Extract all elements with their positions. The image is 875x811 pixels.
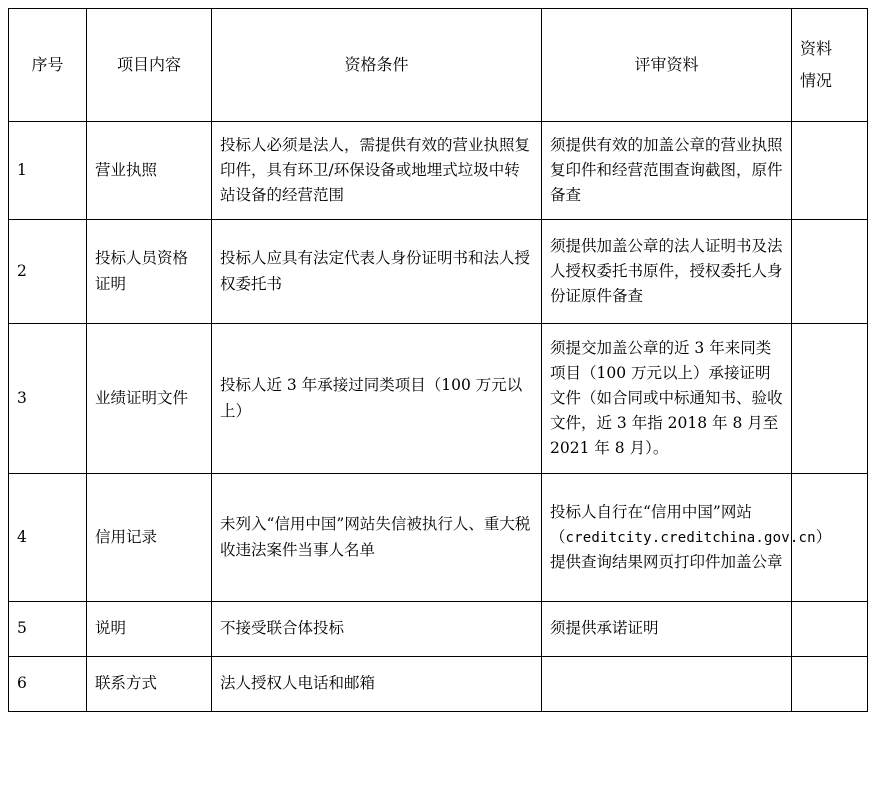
row-condition: 投标人必须是法人，需提供有效的营业执照复印件，具有环卫/环保设备或地埋式垃圾中转站设备的经营范围 [212,122,542,220]
header-cell-status [792,9,868,122]
header-cell-condition: 资格条件 [212,9,542,122]
material-prefix: 投标人自行在“信用中国”网站（ [550,502,752,546]
row-material: 须提供加盖公章的法人证明书及法人授权委托书原件，授权委托人身份证原件备查 [542,220,792,324]
table-row [9,474,868,602]
row-number: 2 [9,220,87,324]
row-item: 业绩证明文件 [87,324,212,474]
row-number: 5 [9,602,87,657]
row-number: 4 [9,474,87,602]
row-status [792,220,868,324]
material-suffix: ）提供查询结果网页打印件加盖公章 [550,527,832,572]
row-status [792,657,868,712]
header-cell-item: 项目内容 [87,9,212,122]
row-material: 须提交加盖公章的近 3 年来同类项目（100 万元以上）承接证明文件（如合同或中标通知书、验收文件，近 3 年指 2018 年 8 月至 2021 年 8 月）。 [542,324,792,474]
row-material: 须提供承诺证明 [542,602,792,657]
row-item: 营业执照 [87,122,212,220]
table-row [9,602,868,657]
row-condition: 不接受联合体投标 [212,602,542,657]
header-cell-material: 评审资料 [542,9,792,122]
table-header-row [9,9,868,122]
row-status [792,602,868,657]
row-condition: 投标人应具有法定代表人身份证明书和法人授权委托书 [212,220,542,324]
header-status-line1: 资料 [800,39,833,58]
row-status [792,324,868,474]
row-condition: 未列入“信用中国”网站失信被执行人、重大税收违法案件当事人名单 [212,474,542,602]
row-number: 6 [9,657,87,712]
row-number: 1 [9,122,87,220]
row-item: 投标人员资格证明 [87,220,212,324]
row-material [542,474,832,602]
row-item: 联系方式 [87,657,212,712]
row-condition: 投标人近 3 年承接过同类项目（100 万元以上） [212,324,542,474]
table-row [9,122,868,220]
row-status [792,122,868,220]
table-row [9,220,868,324]
qualification-table [8,8,868,712]
table-row [9,324,868,474]
table-row [9,657,868,712]
material-url: creditcity.creditchina.gov.cn [565,529,816,546]
row-condition: 法人授权人电话和邮箱 [212,657,542,712]
header-status-line2: 情况 [800,71,833,90]
row-item: 信用记录 [87,474,212,602]
row-material [542,657,792,712]
row-number: 3 [9,324,87,474]
row-item: 说明 [87,602,212,657]
header-cell-no: 序号 [9,9,87,122]
row-material: 须提供有效的加盖公章的营业执照复印件和经营范围查询截图，原件备查 [542,122,792,220]
